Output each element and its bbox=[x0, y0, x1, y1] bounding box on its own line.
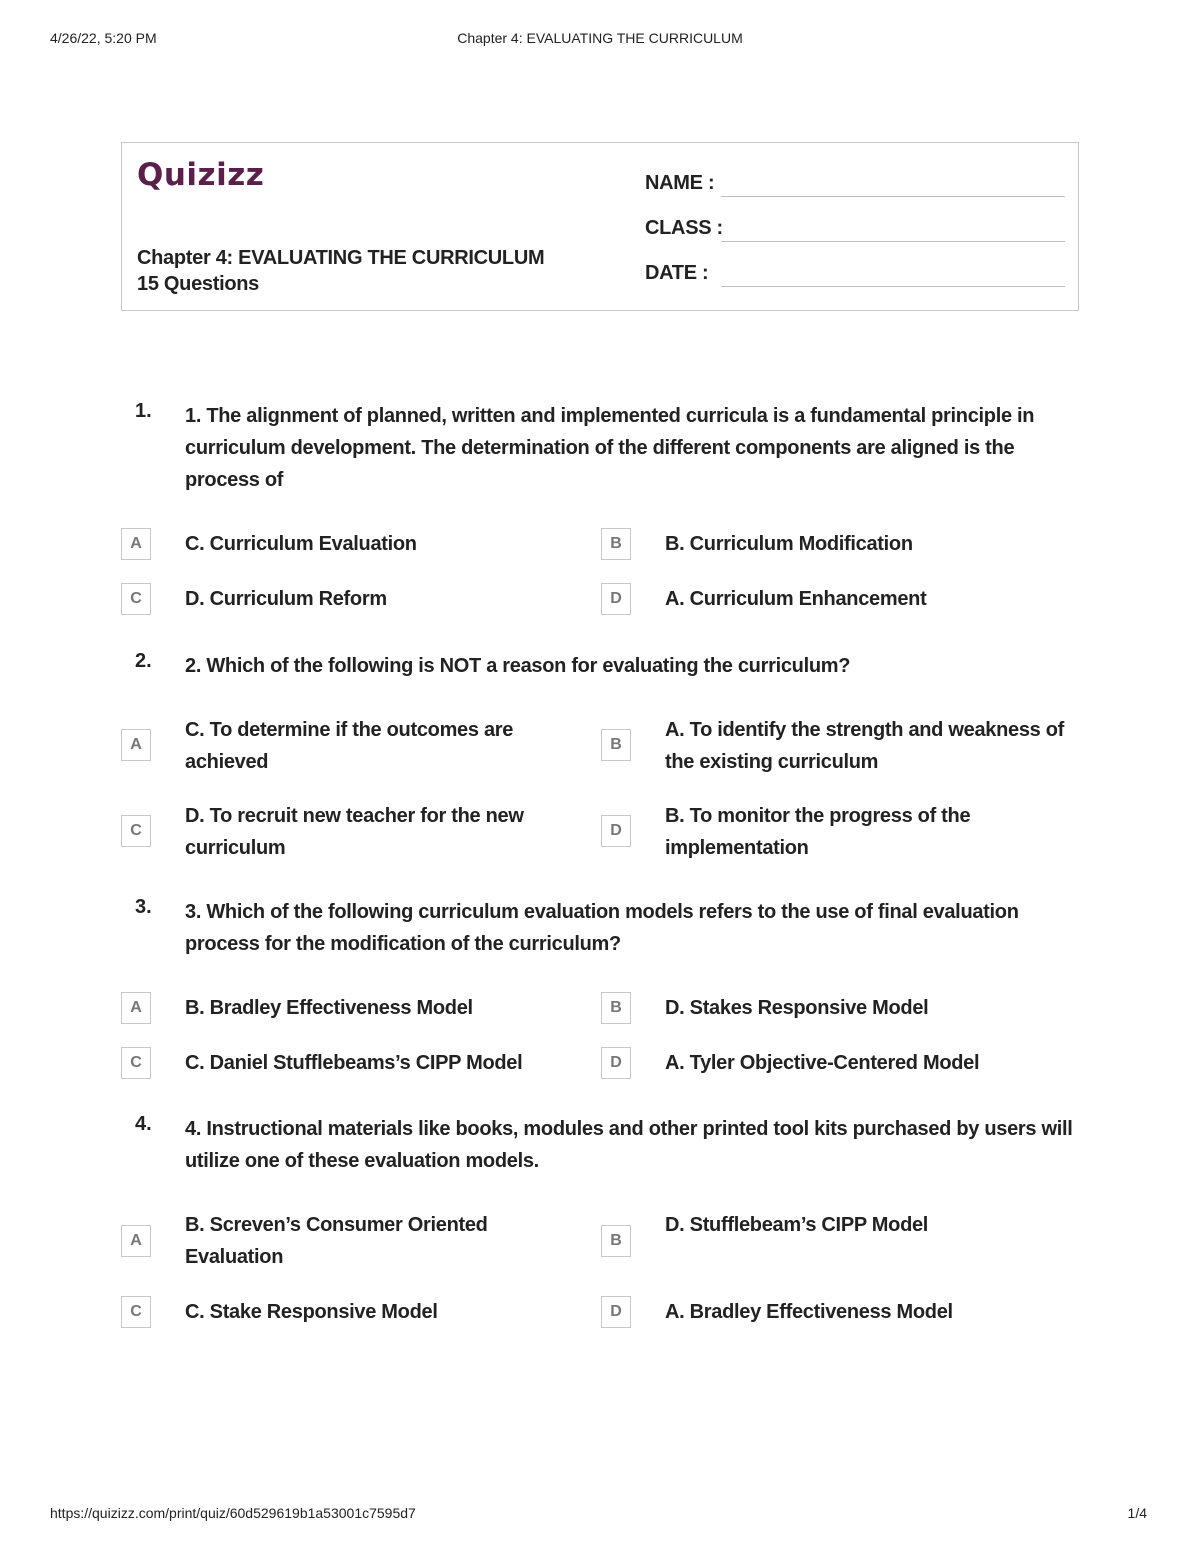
question-number: 2. bbox=[135, 650, 152, 672]
option-text: A. Tyler Objective-Centered Model bbox=[665, 1052, 980, 1074]
class-label: CLASS : bbox=[645, 217, 723, 239]
option-letter-box: C bbox=[121, 1296, 151, 1328]
date-line bbox=[721, 286, 1065, 287]
option-letter-box: B bbox=[601, 729, 631, 761]
option-letter-box: C bbox=[121, 1047, 151, 1079]
question-number: 1. bbox=[135, 400, 152, 422]
option-text: B. To monitor the progress of the implementation bbox=[665, 805, 971, 859]
date-label: DATE : bbox=[645, 262, 709, 284]
option-letter-box: B bbox=[601, 528, 631, 560]
option-text: C. Curriculum Evaluation bbox=[185, 533, 417, 555]
option-letter-box: C bbox=[121, 583, 151, 615]
option-letter-box: B bbox=[601, 992, 631, 1024]
print-url: https://quizizz.com/print/quiz/60d529619b1a53001c7595d7 bbox=[50, 1505, 416, 1521]
class-line bbox=[721, 241, 1065, 242]
option-letter-box: A bbox=[121, 528, 151, 560]
question-text: 3. Which of the following curriculum evaluation models refers to the use of final evaluation process for the modification of the curriculum? bbox=[185, 901, 1019, 955]
name-field bbox=[645, 172, 1065, 202]
option-text: B. Bradley Effectiveness Model bbox=[185, 997, 473, 1019]
option-text: B. Curriculum Modification bbox=[665, 533, 913, 555]
question-number: 4. bbox=[135, 1113, 152, 1135]
quiz-header bbox=[121, 142, 1079, 311]
option-text: A. To identify the strength and weakness of the existing curriculum bbox=[665, 719, 1065, 773]
option-text: D. Stakes Responsive Model bbox=[665, 997, 929, 1019]
option-text: A. Curriculum Enhancement bbox=[665, 588, 927, 610]
option-text: D. Curriculum Reform bbox=[185, 588, 387, 610]
option-letter-box: D bbox=[601, 583, 631, 615]
date-field bbox=[645, 262, 1065, 292]
print-header bbox=[0, 30, 1200, 50]
page-number: 1/4 bbox=[1127, 1505, 1147, 1521]
option-letter-box: A bbox=[121, 729, 151, 761]
question-number: 3. bbox=[135, 896, 152, 918]
option-letter-box: C bbox=[121, 815, 151, 847]
question-text: 1. The alignment of planned, written and implemented curricula is a fundamental principle in curriculum development. The determination of the different components are aligned is the process of bbox=[185, 405, 1035, 491]
option-letter-box: B bbox=[601, 1225, 631, 1257]
option-letter-box: D bbox=[601, 815, 631, 847]
option-text: C. Stake Responsive Model bbox=[185, 1301, 438, 1323]
name-label: NAME : bbox=[645, 172, 715, 194]
question-text: 2. Which of the following is NOT a reason for evaluating the curriculum? bbox=[185, 655, 851, 677]
option-text: C. To determine if the outcomes are achieved bbox=[185, 719, 514, 773]
option-letter-box: A bbox=[121, 1225, 151, 1257]
question-count: 15 Questions bbox=[137, 273, 259, 295]
print-title: Chapter 4: EVALUATING THE CURRICULUM bbox=[457, 30, 743, 46]
name-line bbox=[721, 196, 1065, 197]
quiz-title: Chapter 4: EVALUATING THE CURRICULUM bbox=[137, 247, 545, 269]
print-footer bbox=[0, 1505, 1200, 1525]
question-text: 4. Instructional materials like books, modules and other printed tool kits purchased by users will utilize one of these evaluation models. bbox=[185, 1118, 1073, 1172]
option-letter-box: A bbox=[121, 992, 151, 1024]
option-letter-box: D bbox=[601, 1296, 631, 1328]
option-text: C. Daniel Stufflebeams’s CIPP Model bbox=[185, 1052, 523, 1074]
class-field bbox=[645, 217, 1065, 247]
print-date: 4/26/22, 5:20 PM bbox=[50, 30, 157, 46]
option-text: D. Stufflebeam’s CIPP Model bbox=[665, 1214, 929, 1236]
option-letter-box: D bbox=[601, 1047, 631, 1079]
quizizz-logo: Quizizz bbox=[137, 157, 265, 193]
option-text: B. Screven’s Consumer Oriented Evaluation bbox=[185, 1214, 488, 1268]
option-text: A. Bradley Effectiveness Model bbox=[665, 1301, 953, 1323]
option-text: D. To recruit new teacher for the new curriculum bbox=[185, 805, 524, 859]
